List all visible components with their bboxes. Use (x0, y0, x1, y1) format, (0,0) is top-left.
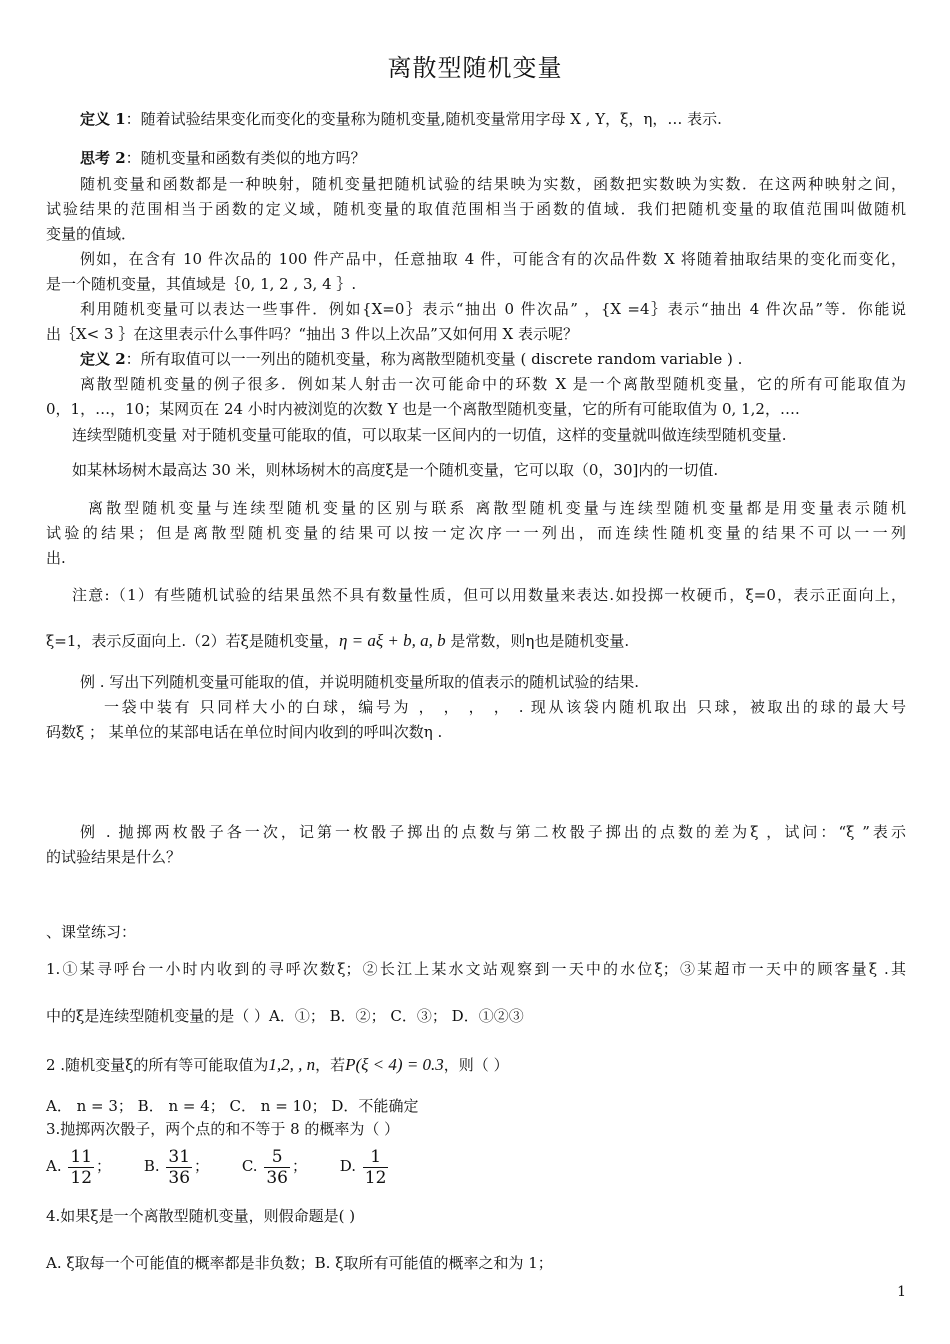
denominator: 12 (70, 1167, 93, 1188)
thinking-2 (80, 145, 940, 171)
definition-1-text: ：随着试验结果变化而变化的变量称为随机变量,随机变量常用字母 X , Y，ξ，η，… 表示. (125, 110, 722, 128)
paragraph-line: 离散型随机变量与连续型随机变量的区别与联系 离散型随机变量与连续型随机变量都是用变量表示随机 (88, 499, 906, 517)
option-d-label: D. (339, 1157, 356, 1175)
note-text: 是常数，则η也是随机变量. (445, 632, 630, 650)
paragraph-line: 注意:（1）有些随机试验的结果虽然不具有数量性质，但可以用数量来表达.如投掷一枚硬币，ξ=0，表示正面向上， (72, 586, 906, 604)
question-text: ，则（ ） (443, 1056, 509, 1074)
example-2-line: 的试验结果是什么？ (46, 848, 182, 866)
option-c-label: C. (241, 1157, 258, 1175)
option-a-label: A. (46, 1157, 62, 1175)
definition-1-label: 定义 1 (80, 110, 126, 128)
question-text: 2 .随机变量ξ的所有等可能取值为 (46, 1056, 269, 1074)
paragraph-line: 0，1，…，10；某网页在 24 小时内被浏览的次数 Y 也是一个离散型随机变量，它的所有可能取值为 0, 1,2，…. (46, 400, 800, 418)
denominator: 12 (364, 1167, 387, 1188)
question-1: 1.①某寻呼台一小时内收到的寻呼次数ξ；②长江上某水文站观察到一天中的水位ξ；③某超市一天中的顾客量ξ .其 (46, 960, 906, 978)
page-number: 1 (897, 1284, 906, 1300)
paragraph-line: 是一个随机变量，其值域是｛0, 1, 2 , 3, 4 ｝. (46, 275, 357, 293)
paragraph-line: 连续型随机变量 对于随机变量可能取的值，可以取某一区间内的一切值，这样的变量就叫做连续型随机变量. (72, 426, 787, 444)
question-3-options: A. $\frac{11}{12}$ ； B. $\frac{31}{36}$ ； C. $\frac{5}{36}$ ； D. $\frac{1}{12}$ (46, 1146, 387, 1188)
denominator: 36 (266, 1167, 288, 1188)
definition-2 (80, 346, 940, 372)
fraction (264, 1147, 290, 1188)
paragraph-line: 变量的值域． (46, 225, 137, 243)
page-title: 离散型随机变量 (387, 54, 563, 82)
question-4: 4.如果ξ是一个离散型随机变量，则假命题是( ) (46, 1207, 356, 1225)
numerator: 11 (70, 1146, 93, 1167)
paragraph-line: 试验结果的范围相当于函数的定义域，随机变量的取值范围相当于函数的值域．我们把随机变量的取值范围叫做随机 (46, 200, 906, 218)
paragraph-line: 随机变量和函数都是一种映射，随机变量把随机试验的结果映为实数，函数把实数映为实数．在这两种映射之间， (80, 175, 906, 193)
definition-2-label: 定义 2 (80, 350, 126, 368)
question-3: 3.抛掷两次骰子，两个点的和不等于 8 的概率为（ ） (46, 1120, 400, 1138)
note-text: ξ=1，表示反面向上.（2）若ξ是随机变量， (46, 632, 339, 650)
formula: η = aξ + b, a, b (338, 631, 446, 650)
question-text: ，若 (315, 1056, 346, 1074)
definition-1 (80, 106, 906, 132)
fraction (166, 1147, 192, 1188)
definition-2-text: ：所有取值可以一一列出的随机变量，称为离散型随机变量 ( discrete random variable ) . (125, 350, 743, 368)
thinking-2-text: ：随机变量和函数有类似的地方吗？ (125, 149, 366, 167)
fraction (68, 1147, 94, 1188)
question-2-options: A． n = 3； B． n = 4； C． n = 10； D．不能确定 (46, 1097, 419, 1115)
denominator: 36 (168, 1167, 191, 1188)
numerator: 1 (363, 1147, 389, 1168)
formula: P(ξ < 4) = 0.3 (345, 1055, 444, 1074)
question-4-options: A. ξ取每一个可能值的概率都是非负数；B. ξ取所有可能值的概率之和为 1； (46, 1254, 553, 1272)
fraction (363, 1147, 389, 1188)
paragraph-line: 码数ξ ； 某单位的某部电话在单位时间内收到的呼叫次数η . (46, 723, 443, 741)
question-2 (46, 1052, 906, 1078)
practice-heading: 、课堂练习： (46, 923, 137, 941)
paragraph-line (46, 628, 906, 654)
paragraph-line: 试验的结果；但是离散型随机变量的结果可以按一定次序一一列出，而连续性随机变量的结果不可以一一列 (46, 524, 906, 542)
example-2-line: 例 . 抛掷两枚骰子各一次，记第一枚骰子掷出的点数与第二枚骰子掷出的点数的差为ξ ，试问：“ξ ”表示 (80, 823, 906, 841)
paragraph-line: 利用随机变量可以表达一些事件．例如{X=0｝表示“抽出 0 件次品” ，{X =4｝表示“抽出 4 件次品”等．你能说 (80, 300, 906, 318)
paragraph-line: 离散型随机变量的例子很多．例如某人射击一次可能命中的环数 X 是一个离散型随机变量，它的所有可能取值为 (80, 375, 906, 393)
paragraph-line: 一袋中装有 只同样大小的白球，编号为 ， ， ， ， . 现从该袋内随机取出 只球，被取出的球的最大号 (104, 698, 906, 716)
paragraph-line: 出. (46, 549, 66, 567)
thinking-2-label: 思考 2 (80, 149, 126, 167)
paragraph-line: 例如，在含有 10 件次品的 100 件产品中，任意抽取 4 件，可能含有的次品件数 X 将随着抽取结果的变化而变化， (80, 250, 906, 268)
numerator: 31 (168, 1146, 191, 1167)
option-b-label: B. (143, 1157, 160, 1175)
paragraph-line: 出｛X< 3 ｝在这里表示什么事件吗？“抽出 3 件以上次品”又如何用 X 表示呢？ (46, 325, 578, 343)
formula: 1,2, , n (268, 1055, 316, 1074)
question-1-options: 中的ξ是连续型随机变量的是（ ）A．①； B．②； C．③； D．①②③ (46, 1007, 524, 1025)
paragraph-line: 如某林场树木最高达 30 米，则林场树木的高度ξ是一个随机变量，它可以取（0，30]内的一切值. (72, 461, 719, 479)
example-1-heading: 例 . 写出下列随机变量可能取的值，并说明随机变量所取的值表示的随机试验的结果. (80, 673, 640, 691)
numerator: 5 (264, 1147, 290, 1168)
